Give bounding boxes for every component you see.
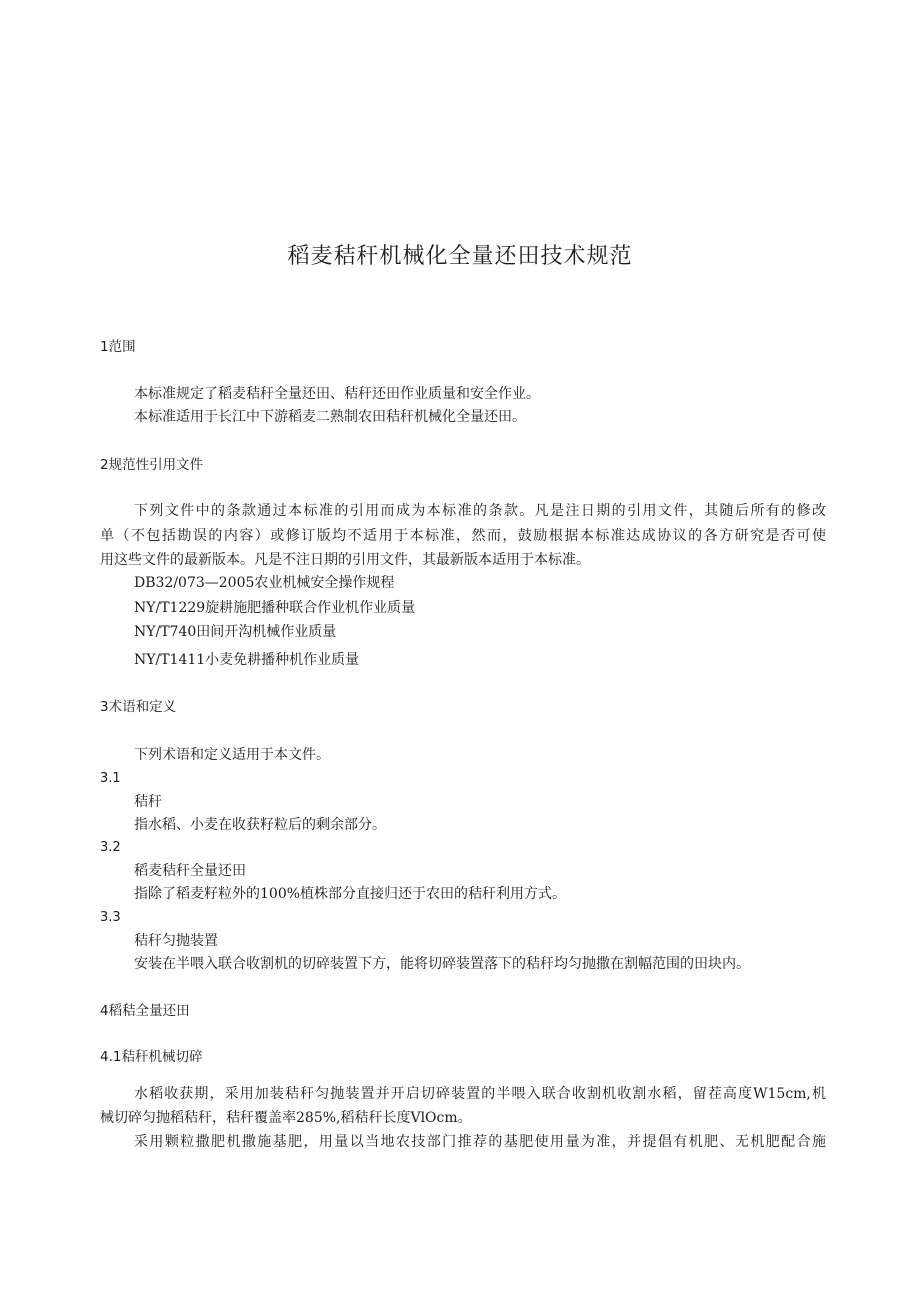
section-1-heading: 1范围 [100,339,136,355]
section-4-1-heading: 4.1秸秆机械切碎 [100,1049,203,1065]
term-number: 3.2 [100,840,121,855]
document-title: 稻麦秸秆机械化全量还田技术规范 [287,244,633,269]
section-2-intro-line-1: 下列文件中的条款通过本标准的引用而成为本标准的条款。凡是注日期的引用文件，其随后所有的修改 [134,503,826,519]
term-definition: 安装在半喂入联合收割机的切碎装置下方，能将切碎装置落下的秸秆均匀抛撒在割幅范围的田块内。 [134,956,750,972]
term-number: 3.3 [100,910,121,925]
section-2-heading: 2规范性引用文件 [100,457,204,473]
section-1-paragraph-2: 本标准适用于长江中下游稻麦二熟制农田秸秆机械化全量还田。 [134,409,526,425]
term-definition: 指除了稻麦籽粒外的100%植株部分直接归还于农田的秸秆利用方式。 [134,886,567,902]
section-3-heading: 3术语和定义 [100,699,177,715]
reference-item: NY/T1411小麦免耕播种机作业质量 [134,652,360,668]
term-definition: 指水稻、小麦在收获籽粒后的剩余部分。 [134,817,386,833]
section-4-1-paragraph-1-line-1: 水稻收获期，采用加装秸秆匀抛装置并开启切碎装置的半喂入联合收割机收割水稻，留茬高度W15cm,机 [134,1086,826,1102]
reference-item: NY/T1229旋耕施肥播种联合作业机作业质量 [134,600,416,616]
section-3-intro: 下列术语和定义适用于本文件。 [134,747,330,763]
section-2-intro-line-3: 用这些文件的最新版本。凡是不注日期的引用文件，其最新版本适用于本标准。 [100,552,590,568]
term-name: 秸秆匀抛装置 [134,933,218,949]
section-4-heading: 4稻秸全量还田 [100,1003,190,1019]
section-4-1-paragraph-2-line-1: 采用颗粒撒肥机撒施基肥，用量以当地农技部门推荐的基肥使用量为准，并提倡有机肥、无机肥配合施 [134,1134,826,1150]
section-4-1-paragraph-1-line-2: 械切碎匀抛稻秸秆，秸秆覆盖率285%,稻秸秆长度VlOcm。 [100,1110,472,1126]
section-1-paragraph-1: 本标准规定了稻麦秸秆全量还田、秸秆还田作业质量和安全作业。 [134,386,540,402]
term-name: 秸秆 [134,794,162,810]
section-2-intro-line-2: 单（不包括勘误的内容）或修订版均不适用于本标准，然而，鼓励根据本标准达成协议的各方研究是否可使 [100,528,826,544]
reference-item: DB32/073—2005农业机械安全操作规程 [134,575,395,591]
term-name: 稻麦秸秆全量还田 [134,863,246,879]
term-number: 3.1 [100,771,121,786]
reference-item: NY/T740田间开沟机械作业质量 [134,624,337,640]
